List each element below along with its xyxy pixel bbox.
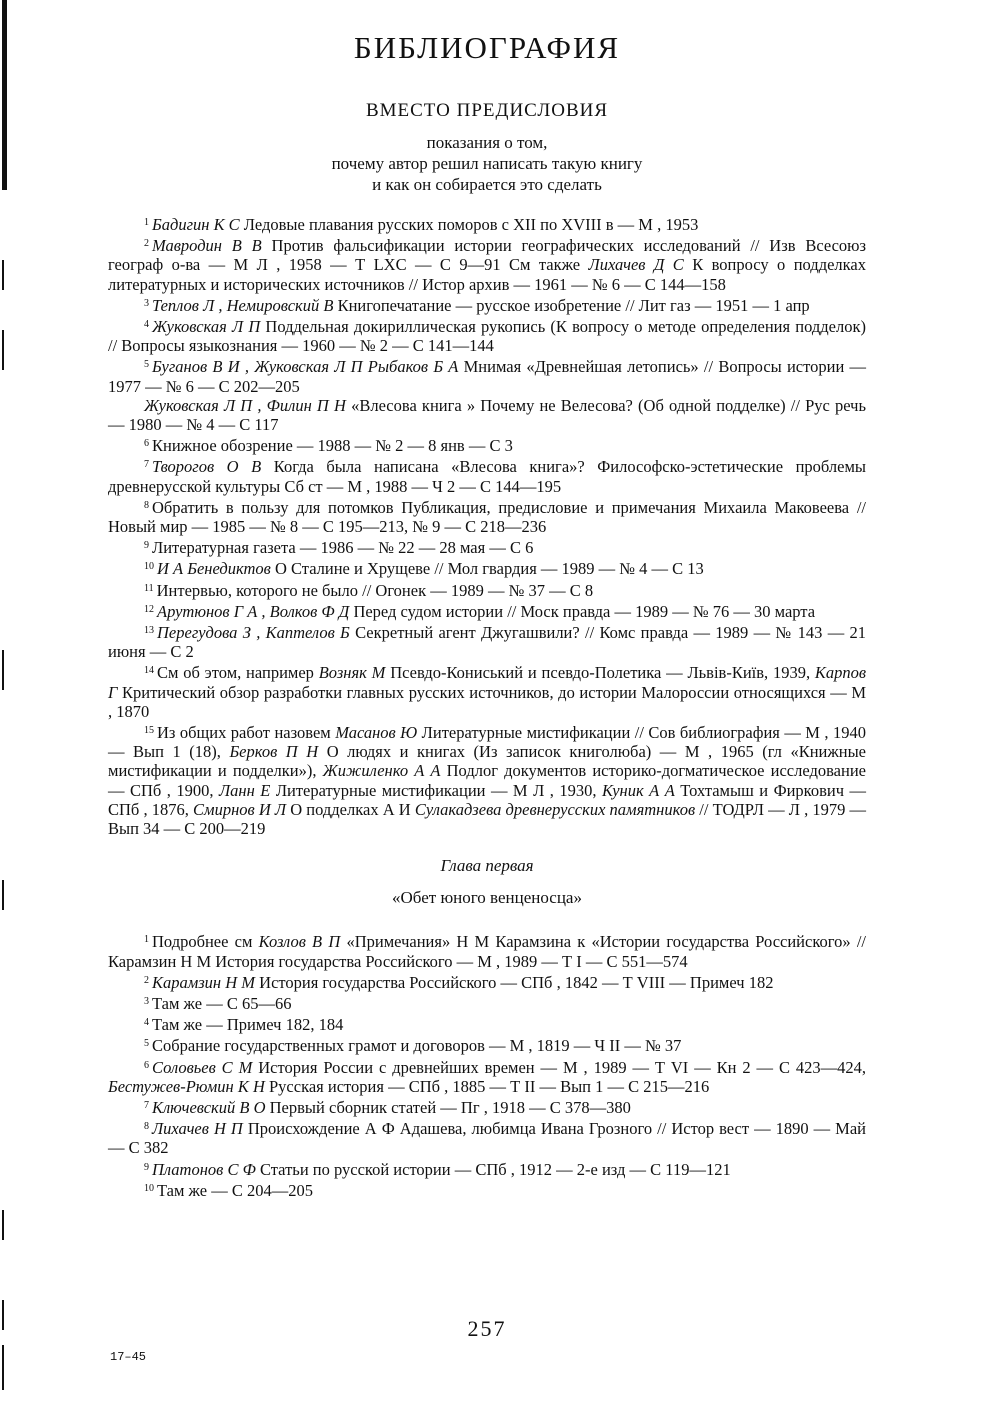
citation-text: Литературная газета — 1986 — № 22 — 28 мая — С 6 [152, 538, 534, 558]
author-name: Жижиленко А А [322, 761, 447, 781]
author-name: Бестужев-Рюмин К Н [108, 1076, 269, 1096]
citation-text: О людях и книгах (Из записок книголюба) — М , 1965 (гл «Книжные мистификации и подделки»), [108, 742, 866, 781]
citation-text: Литературные мистификации — М Л , 1930, [275, 780, 602, 800]
footnote-number: 6 [144, 1059, 149, 1071]
citation-text: Подлог документов историко-догматическое исследование — СПб , 1900, [108, 761, 866, 800]
author-name: И А Бенедиктов [157, 559, 275, 579]
author-name: Платонов С Ф [152, 1159, 260, 1179]
footnote-number: 1 [144, 934, 149, 946]
footnote-number: 8 [144, 1121, 149, 1133]
citation-text: Тохтамыш и Фиркович — СПб , 1876, [108, 780, 867, 819]
citation-text: Из общих работ назовем [157, 723, 336, 743]
citation-text: История России с древнейших времен — М , 1989 — Т VI — Кн 2 — С 423—424, [258, 1057, 867, 1077]
citation-text: См об этом, например [157, 663, 319, 683]
footnote-number: 2 [144, 974, 149, 986]
footnote-number: 2 [144, 238, 149, 250]
scan-edge [2, 0, 6, 1412]
page-number: 257 [467, 1316, 507, 1341]
citation-text: К вопросу о подделках литературных и исторических источников // Истор архив — 1961 — № 6 — С 144—158 [108, 255, 866, 294]
footnote-number: 7 [144, 1099, 149, 1111]
chapter-notes [108, 930, 866, 1200]
citation-text: Перед судом истории // Моск правда — 1989 — № 76 — 30 марта [353, 601, 816, 621]
footnote [108, 721, 866, 838]
footnote [108, 536, 866, 557]
author-name: Карамзин Н М [152, 972, 260, 992]
author-name: Жуковская Л П [152, 317, 266, 337]
footnote [108, 455, 866, 495]
citation-text: Книгопечатание — русское изобретение // Лит газ — 1951 — 1 апр [337, 295, 810, 315]
citation-text: Там же — Примеч 182, 184 [152, 1015, 344, 1035]
citation-text: Мнимая «Древнейшая летопись» // Вопросы истории — 1977 — № 6 — С 202—205 [108, 357, 867, 396]
footnote-number: 9 [144, 1161, 149, 1173]
author-name: Лихачев Д С [588, 255, 693, 275]
citation-text: // ТОДРЛ — Л , 1979 — Вып 34 — С 200—219 [108, 799, 866, 839]
author-name: Ланн Е [218, 780, 276, 800]
citation-text: Русская история — СПб , 1885 — Т II — Вып 1 — С 215—216 [269, 1076, 710, 1096]
author-name: Берков П Н [229, 742, 327, 762]
footnote [108, 1013, 866, 1034]
author-name: Ключевский В О [152, 1097, 270, 1117]
footnote [108, 355, 866, 395]
citation-text: Интервью, которого не было // Огонек — 1989 — № 37 — С 8 [156, 580, 594, 600]
footnote-number: 5 [144, 359, 149, 371]
footnote [108, 396, 866, 434]
citation-text: Собрание государственных грамот и договоров — М , 1819 — Ч II — № 37 [152, 1036, 682, 1056]
citation-text: Подробнее см [152, 932, 259, 952]
footnote-number: 4 [144, 1017, 149, 1029]
citation-text: Обратить в пользу для потомков Публикация, предисловие и примечания Михаила Маковеева // Новый мир — 1985 — № 8 — С 195—213, № 9 — С 218—236 [108, 497, 866, 537]
author-name: Перегудова З , Каптелов Б [157, 623, 356, 643]
author-name: Соловьев С М [152, 1057, 259, 1077]
author-name: Карпов Г [108, 663, 866, 702]
citation-text: «Примечания» Н М Карамзина к «Истории государства Российского» // Карамзин Н М История государства Российского — М , 1989 — Т I — С 551—574 [108, 932, 866, 971]
author-name: Сулакадзева древнерусских памятников [414, 799, 700, 819]
citation-text: Происхождение А Ф Адашева, любимца Ивана Грозного // Истор вест — 1890 — Май — С 382 [108, 1119, 866, 1158]
author-name: Арутюнов Г А , Волков Ф Д [157, 601, 354, 621]
author-name: Куник А А [601, 780, 681, 800]
footnote [108, 434, 866, 455]
footnote-number: 9 [144, 540, 149, 552]
author-name: Творогов О В [152, 457, 274, 477]
footnote-number: 3 [144, 297, 149, 309]
footnote-number: 11 [144, 582, 154, 594]
preface-notes [108, 213, 866, 838]
citation-text: Там же — С 65—66 [152, 993, 292, 1013]
footnote-number: 10 [144, 561, 154, 573]
citation-text: «Влесова книга » Почему не Велесова? (Об одной подделке) // Рус речь — 1980 — № 4 — С 117 [108, 395, 866, 435]
citation-text: Там же — С 204—205 [157, 1180, 313, 1200]
author-name: Жуковская Л П , Филин П Н [144, 395, 352, 415]
citation-text: Литературные мистификации // Сов библиография — М , 1940 — Вып 1 (18), [108, 723, 866, 762]
footnote-number: 10 [144, 1182, 154, 1194]
footnote [108, 1034, 866, 1055]
section-subtitle [108, 132, 866, 195]
citation-text: О подделках А И [290, 799, 415, 819]
citation-text: Книжное обозрение — 1988 — № 2 — 8 янв — С 3 [152, 436, 513, 456]
author-name: Масанов Ю [335, 723, 422, 743]
citation-text: Первый сборник статей — Пг , 1918 — С 378—380 [269, 1097, 631, 1117]
footnote-number: 14 [144, 665, 154, 677]
author-name: Буганов В И , Жуковская Л П Рыбаков Б А [152, 357, 464, 377]
footnote-number: 7 [144, 459, 149, 471]
subtitle-line: показания о том, [426, 133, 548, 152]
footnote [108, 315, 866, 355]
footnote-number: 12 [144, 603, 154, 615]
citation-text: Критический обзор разработки главных русских источников, до истории Малороссии относящихся — М , 1870 [108, 682, 866, 721]
citation-text: О Сталине и Хрущеве // Мол гвардия — 1989 — № 4 — С 13 [274, 559, 704, 579]
footnote [108, 1056, 866, 1096]
footnote-number: 4 [144, 319, 149, 331]
citation-text: Ледовые плавания русских поморов с XII по XVIII в — М , 1953 [243, 215, 699, 234]
footnote-number: 8 [144, 499, 149, 511]
subtitle-line: почему автор решил написать такую книгу [331, 154, 643, 173]
citation-text: Против фальсификации истории географических исследований // Изв Всесоюз географ о-ва — М Л , 1958 — Т LXC — С 9—91 См также [108, 236, 866, 275]
chapter-label: Глава первая [440, 856, 534, 876]
page-title: БИБЛИОГРАФИЯ [353, 30, 621, 65]
citation-text: Секретный агент Джугашвили? // Комс правда — 1989 — № 143 — 21 июня — С 2 [108, 623, 866, 662]
footnote-number: 5 [144, 1038, 149, 1050]
footnote [108, 930, 866, 970]
author-name: Мавродин В В [152, 236, 272, 256]
footnote [108, 600, 866, 621]
footnote [108, 213, 866, 234]
footnote [108, 992, 866, 1013]
footnote [108, 621, 866, 661]
footnote [108, 1096, 866, 1117]
citation-text: Поддельная докириллическая рукопись (К вопросу о методе определения подделок) // Вопросы языкознания — 1960 — № 2 — С 141—144 [108, 317, 866, 356]
author-name: Лихачев Н П [152, 1119, 248, 1139]
footnote [108, 661, 866, 721]
footnote-number: 1 [144, 217, 149, 228]
author-name: Козлов В П [258, 932, 347, 952]
citation-text: Когда была написана «Влесова книга»? Философско-эстетические проблемы древнерусской культуры Сб ст — М , 1988 — Ч 2 — С 144—195 [108, 457, 866, 496]
footnote-number: 15 [144, 725, 154, 737]
author-name: Смирнов И Л [193, 799, 291, 819]
citation-text: История государства Российского — СПб , 1842 — Т VIII — Примеч 182 [259, 972, 774, 992]
page [108, 30, 867, 1341]
footnote [108, 971, 866, 992]
section-title: ВМЕСТО ПРЕДИСЛОВИЯ [365, 100, 609, 121]
footnote-number: 13 [144, 625, 154, 637]
citation-text: Псевдо-Кониський и псевдо-Полетика — Львів-Київ, 1939, [390, 663, 815, 683]
subtitle-line: и как он собирается это сделать [372, 175, 602, 194]
author-name: Теплов Л , Немировский В [152, 295, 338, 315]
footnote [108, 1117, 866, 1157]
footnote [108, 496, 866, 536]
footnote [108, 1179, 866, 1200]
footnote-number: 6 [144, 438, 149, 450]
author-name: Бадигин К С [152, 215, 244, 234]
author-name: Возняк М [318, 663, 391, 683]
citation-text: Статьи по русской истории — СПб , 1912 — 2-е изд — С 119—121 [259, 1159, 731, 1179]
footnote [108, 557, 866, 578]
footnote [108, 234, 866, 294]
printer-signature: 17–45 [110, 1350, 147, 1364]
footnote [108, 294, 866, 315]
footnote-number: 3 [144, 995, 149, 1007]
footnote [108, 1158, 866, 1179]
chapter-title: «Обет юного венценосца» [392, 888, 582, 908]
footnote [108, 579, 866, 600]
